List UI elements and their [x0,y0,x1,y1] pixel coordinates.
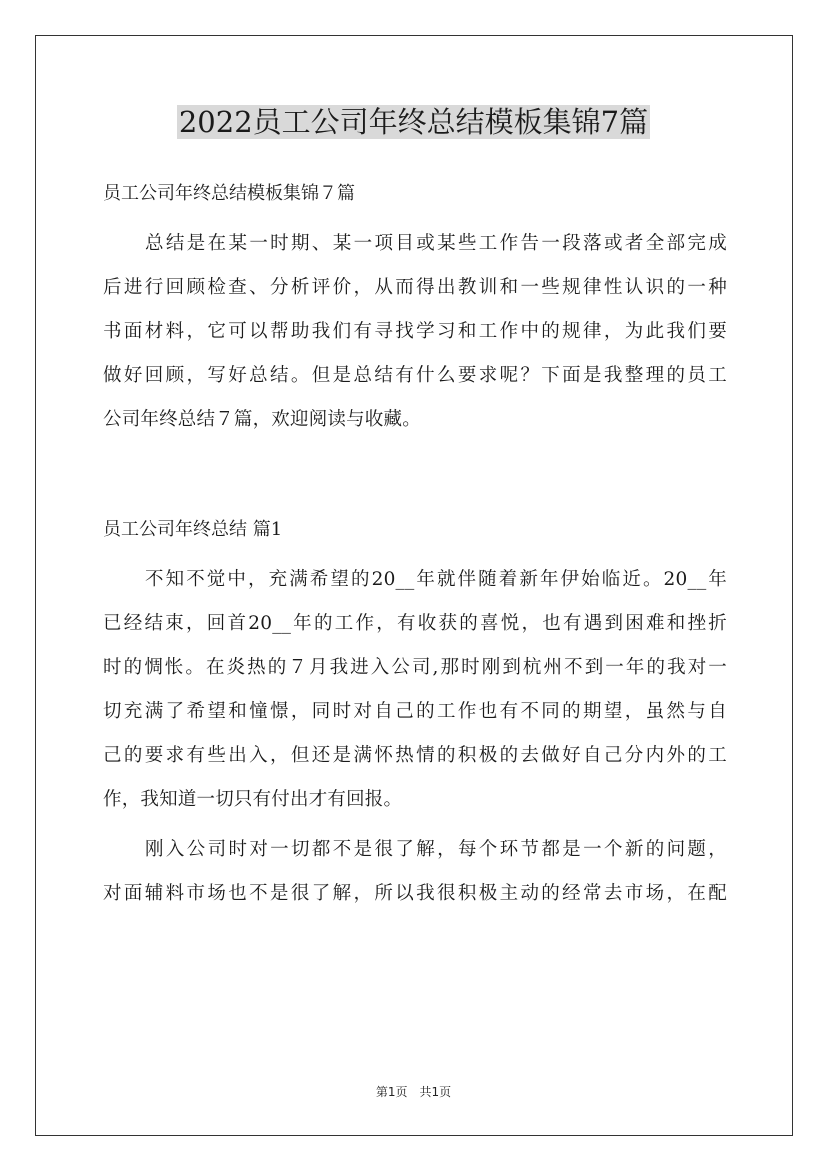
paragraph-line: 已经结束，回首20__年的工作，有收获的喜悦，也有遇到困难和挫折 [103,613,727,634]
intro-paragraph [103,222,727,442]
section1-paragraph-2 [103,828,727,916]
paragraph-line: 切充满了希望和憧憬，同时对自己的工作也有不同的期望，虽然与自 [103,701,727,722]
section1-paragraph-1 [103,558,727,822]
document-title [0,101,827,143]
paragraph-line: 做好回顾，写好总结。但是总结有什么要求呢？下面是我整理的员工 [103,365,727,386]
document-subtitle: 员工公司年终总结模板集锦７篇 [103,183,355,204]
paragraph-line: 对面辅料市场也不是很了解，所以我很积极主动的经常去市场，在配 [103,883,727,904]
paragraph-line: 作，我知道一切只有付出才有回报。 [103,789,403,810]
page-number: 第1页 [375,1085,408,1099]
paragraph-line: 书面材料，它可以帮助我们有寻找学习和工作中的规律，为此我们要 [103,321,727,342]
page-footer [0,1083,827,1100]
document-title-text: 2022员工公司年终总结模板集锦7篇 [178,105,649,139]
section-heading: 员工公司年终总结 篇1 [103,519,283,540]
paragraph-line: 时的惆怅。在炎热的７月我进入公司,那时刚到杭州不到一年的我对一 [103,657,727,678]
document-body [103,172,727,922]
paragraph-line: 刚入公司时对一切都不是很了解，每个环节都是一个新的问题， [145,839,727,860]
paragraph-line: 后进行回顾检查、分析评价，从而得出教训和一些规律性认识的一种 [103,277,727,298]
paragraph-line: 公司年终总结７篇，欢迎阅读与收藏。 [103,409,421,430]
page-total: 共1页 [419,1085,452,1099]
paragraph-line: 总结是在某一时期、某一项目或某些工作告一段落或者全部完成 [145,233,727,254]
paragraph-line: 不知不觉中，充满希望的20__年就伴随着新年伊始临近。20__年 [145,569,727,590]
paragraph-line: 己的要求有些出入，但还是满怀热情的积极的去做好自己分内外的工 [103,745,727,766]
